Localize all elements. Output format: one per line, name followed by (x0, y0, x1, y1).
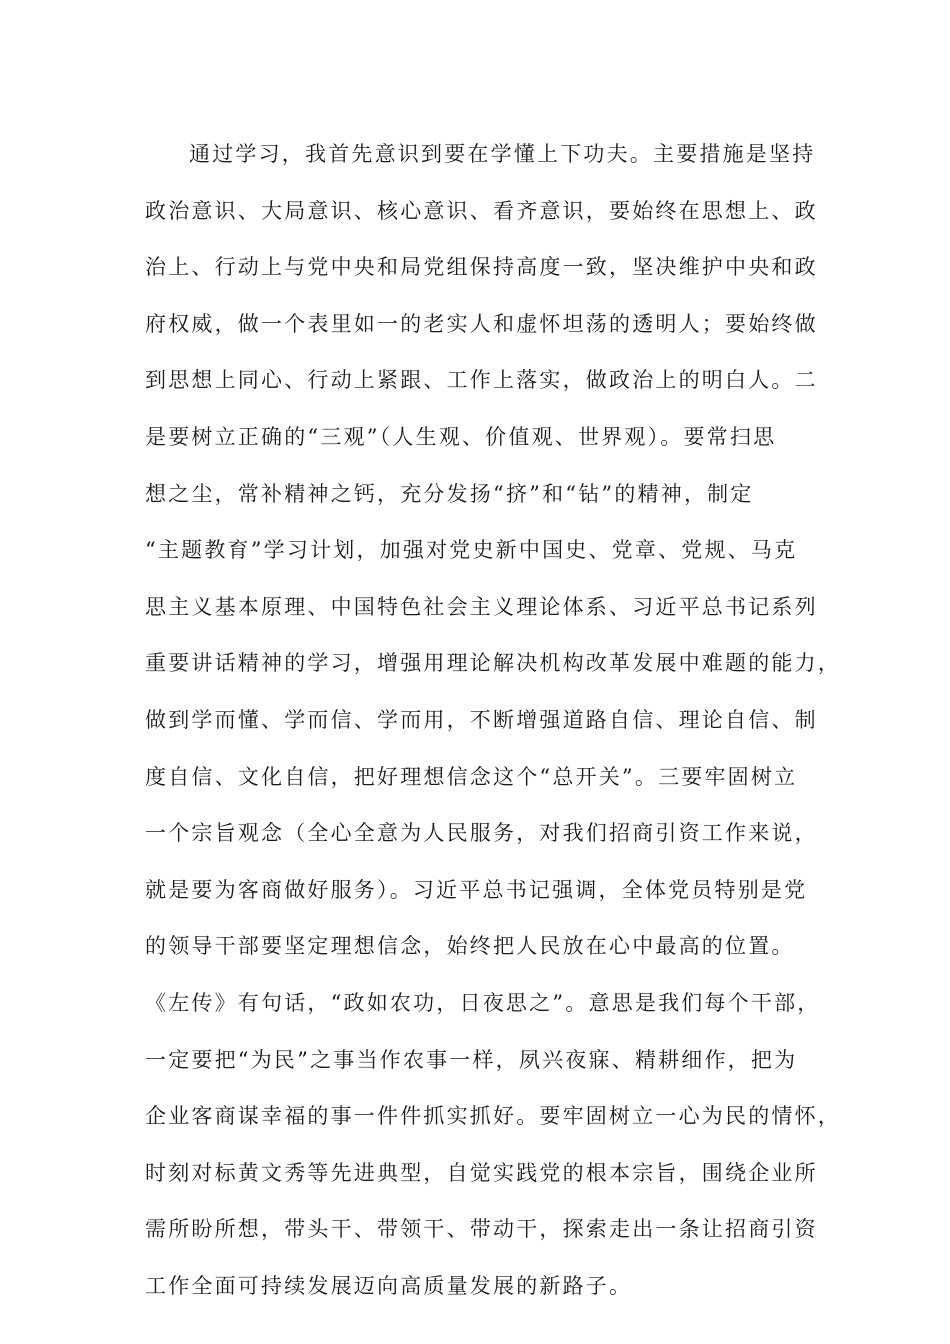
paragraph-line: 时刻对标黄文秀等先进典型，自觉实践党的根本宗旨，围绕企业所 (145, 1160, 818, 1185)
paragraph-line: 政治意识、大局意识、核心意识、看齐意识，要始终在思想上、政 (145, 198, 818, 223)
paragraph-line: 的领导干部要坚定理想信念，始终把人民放在心中最高的位置。 (145, 934, 795, 959)
paragraph-line: 一定要把“为民”之事当作农事一样，夙兴夜寐、精耕细作，把为 (145, 1047, 798, 1072)
paragraph-line: 通过学习，我首先意识到要在学懂上下功夫。主要措施是坚持 (189, 142, 816, 166)
paragraph-line: 企业客商谋幸福的事一件件抓实抓好。要牢固树立一心为民的情怀， (145, 1104, 841, 1129)
paragraph-line: 一个宗旨观念（全心全意为人民服务，对我们招商引资工作来说， (145, 821, 818, 846)
paragraph-line: 度自信、文化自信，把好理想信念这个“总开关”。三要牢固树立 (145, 764, 798, 789)
paragraph-line: 就是要为客商做好服务）。习近平总书记强调，全体党员特别是党 (145, 877, 808, 902)
paragraph-line: 府权威，做一个表里如一的老实人和虚怀坦荡的透明人；要始终做 (145, 311, 818, 336)
paragraph-line: 到思想上同心、行动上紧跟、工作上落实，做政治上的明白人。二 (145, 368, 818, 393)
paragraph-line: 工作全面可持续发展迈向高质量发展的新路子。 (145, 1273, 633, 1298)
paragraph-line: 需所盼所想，带头干、带领干、带动干，探索走出一条让招商引资 (145, 1217, 818, 1242)
paragraph-line: 做到学而懂、学而信、学而用，不断增强道路自信、理论自信、制 (145, 707, 818, 732)
paragraph (145, 126, 841, 1314)
paragraph-line: 重要讲话精神的学习，增强用理论解决机构改革发展中难题的能力， (145, 651, 841, 676)
paragraph-line: 治上、行动上与党中央和局党组保持高度一致，坚决维护中央和政 (145, 255, 818, 280)
paragraph-line: 《左传》有句话，“政如农功，日夜思之”。意思是我们每个干部， (145, 990, 821, 1015)
paragraph-line: 思主义基本原理、中国特色社会主义理论体系、习近平总书记系列 (145, 594, 818, 619)
paragraph-line: “主题教育”学习计划，加强对党史新中国史、党章、党规、马克 (145, 538, 798, 563)
paragraph-line: 是要树立正确的“三观”（人生观、价值观、世界观）。要常扫思 (145, 424, 777, 449)
paragraph-line: 想之尘，常补精神之钙，充分发扬“挤”和“钻”的精神，制定 (145, 481, 754, 506)
